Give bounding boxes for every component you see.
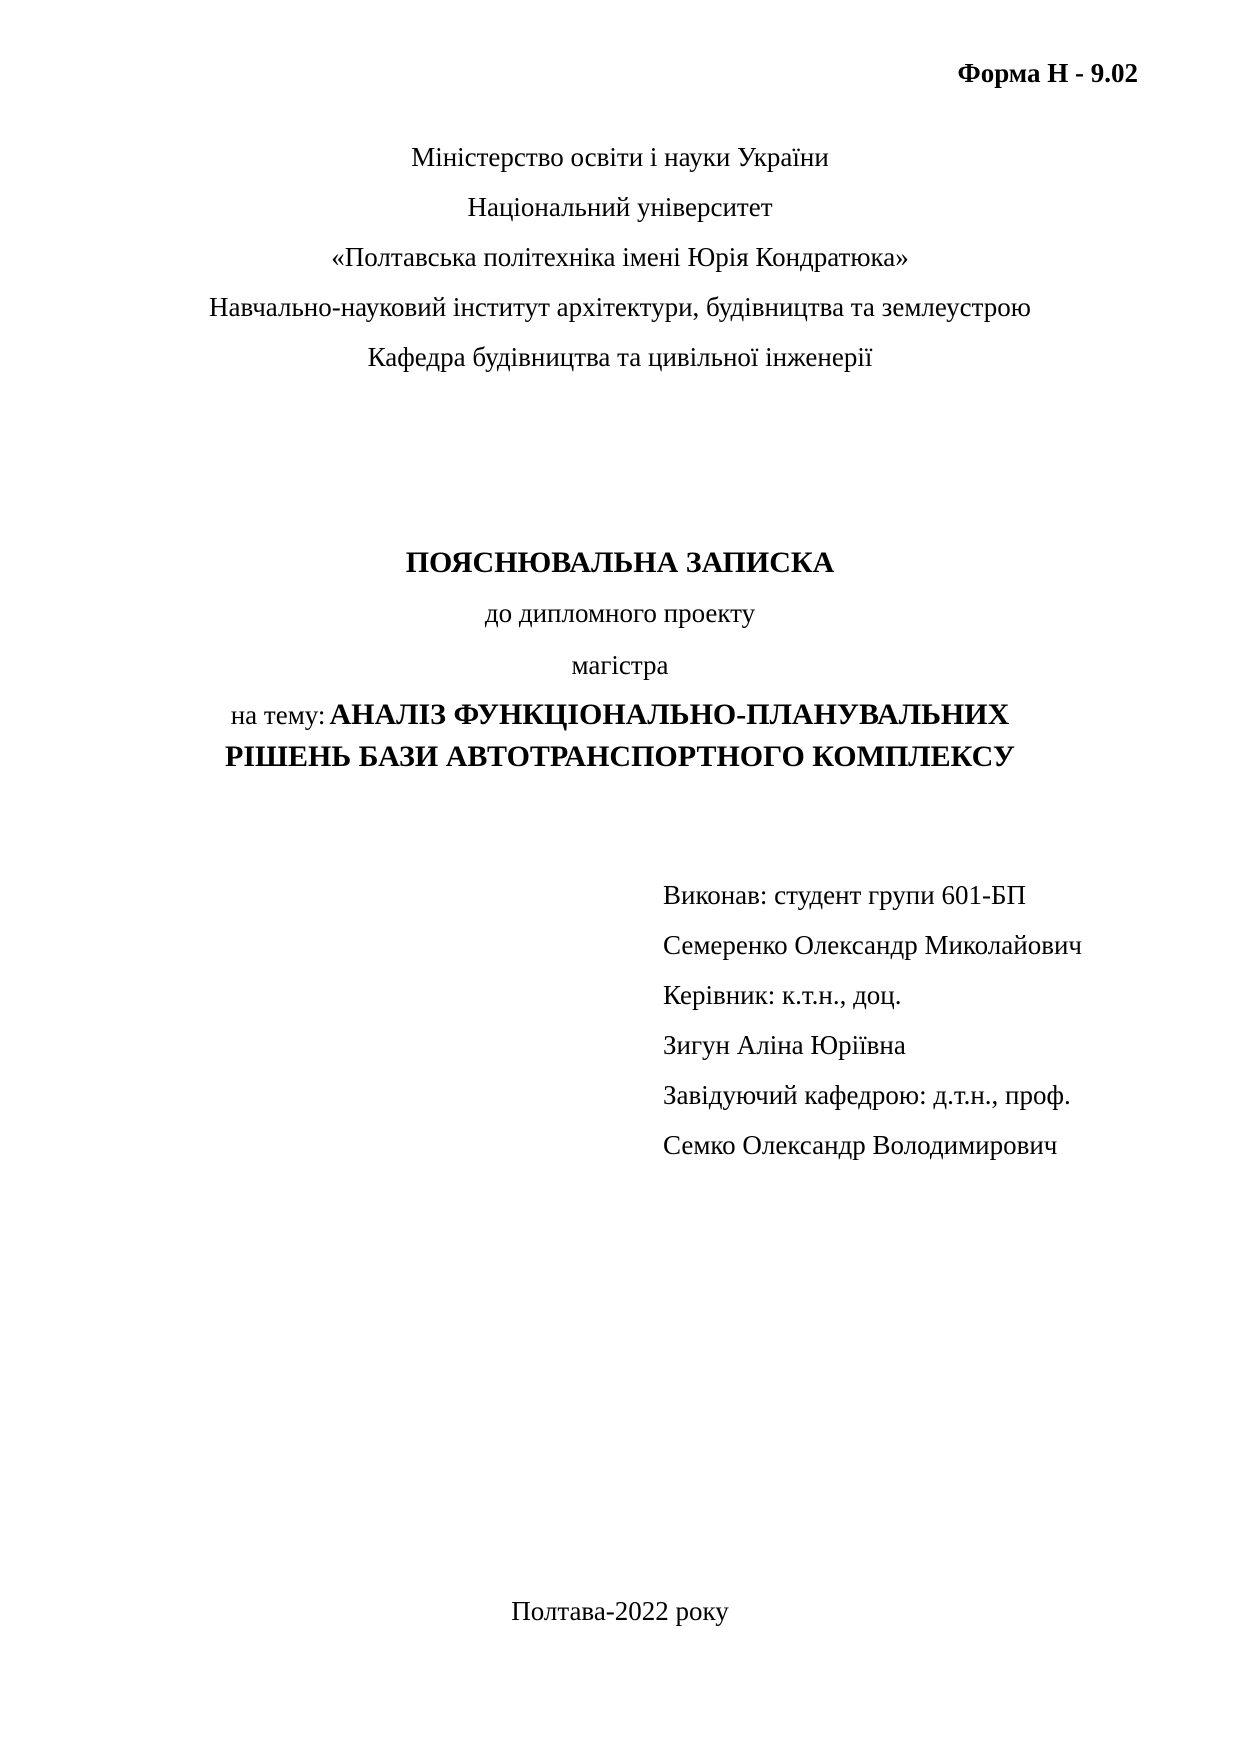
theme-prefix: на тему: [230, 700, 326, 730]
supervisor-name: Зигун Аліна Юріївна [663, 1030, 906, 1060]
department-name: Кафедра будівництва та цивільної інженерії [367, 342, 873, 372]
theme-text-line1: АНАЛІЗ ФУНКЦІОНАЛЬНО-ПЛАНУВАЛЬНИХ [329, 698, 1010, 731]
performer-name: Семеренко Олександр Миколайович [663, 930, 1082, 960]
university-name-line2: «Полтавська політехніка імені Юрія Кондратюка» [331, 242, 909, 272]
degree-label: магістра [571, 650, 669, 680]
place-and-year: Полтава-2022 року [511, 1596, 729, 1626]
head-of-department-label: Завідуючий кафедрою: д.т.н., проф. [663, 1080, 1071, 1110]
institute-name: Навчально-науковий інститут архітектури, будівництва та землеустрою [209, 292, 1031, 322]
supervisor-label: Керівник: к.т.н., доц. [663, 980, 902, 1010]
head-of-department-name: Семко Олександр Володимирович [663, 1130, 1058, 1160]
ministry-name: Міністерство освіти і науки України [411, 142, 829, 172]
document-subtitle: до дипломного проекту [484, 598, 756, 628]
performer-label: Виконав: студент групи 601-БП [663, 880, 1026, 910]
theme-line-1 [0, 698, 1240, 732]
document-title: ПОЯСНЮВАЛЬНА ЗАПИСКА [405, 546, 835, 579]
theme-text-line2: РІШЕНЬ БАЗИ АВТОТРАНСПОРТНОГО КОМПЛЕКСУ [225, 740, 1015, 773]
form-code: Форма Н - 9.02 [957, 58, 1138, 88]
university-name-line1: Національний університет [467, 192, 773, 222]
theme-line-2 [0, 740, 1240, 774]
